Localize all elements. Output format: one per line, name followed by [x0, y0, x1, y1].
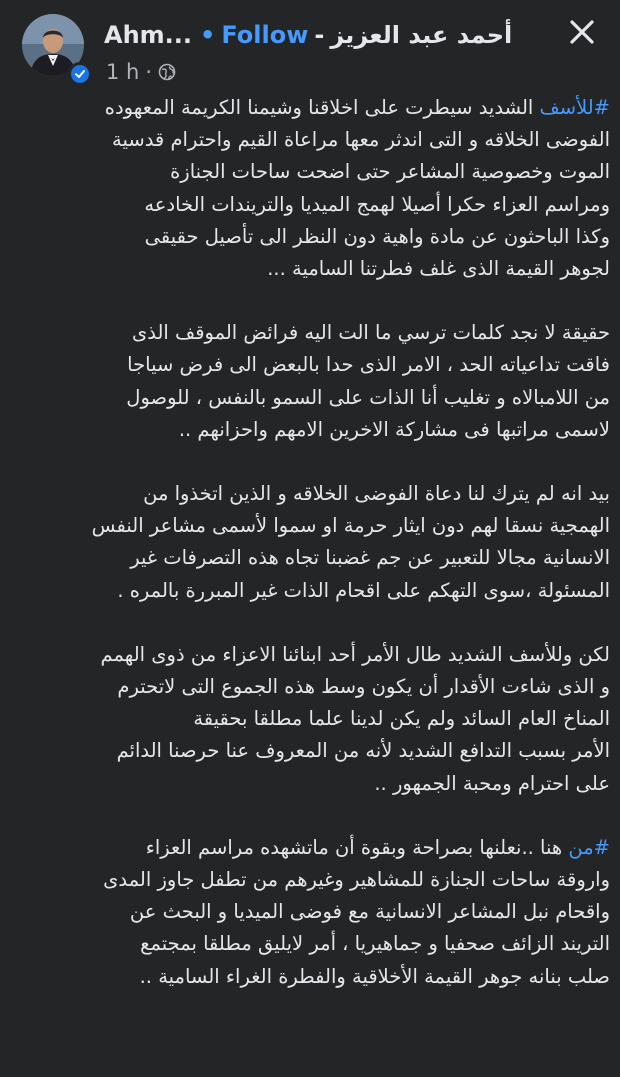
post-paragraph-5 — [30, 832, 610, 993]
paragraph-text: الشديد سيطرت على اخلاقنا وشيمنا الكريمة المعهوده الفوضى الخلاقه و التى اندثر معها مراعاة القيم واحترام قدسية الموت وخصوصية المشاعر حتى اضحت ساحات الجنازة ومراسم العزاء حكرا أصيلا لهمج الميديا والتريندات الخادعه وكذا الباحثون عن مادة واهية دون النظر الى تأصيل حقيقى لجوهر القيمة الذى غلف فطرتنا السامية ... — [104, 96, 610, 281]
verified-check-icon — [68, 62, 92, 86]
post-paragraph-1 — [30, 92, 610, 285]
header-dot: • — [200, 21, 216, 49]
close-icon[interactable] — [564, 14, 600, 50]
globe-icon — [158, 63, 176, 81]
hashtag-link[interactable]: #للأسف — [539, 96, 610, 119]
post-paragraph-3: بيد انه لم يترك لنا دعاة الفوضى الخلاقه و الذين اتخذوا من الهمجية نسقا لهم دون ايثار حرمة او سموا لأسمى مشاعر النفس الانسانية مجالا للتعبير عن جم غضبنا تجاه هذه التصرفات غير المسئولة ،سوى التهكم على اقحام الذات غير المبررة بالمره . — [91, 482, 610, 602]
hashtag-link[interactable]: #من — [568, 835, 610, 859]
header-separator: - — [314, 21, 325, 49]
post-paragraph-4: لكن وللأسف الشديد طال الأمر أحد ابنائنا الاعزاء من ذوى الهمم و الذى شاءت الأقدار أن يكون وسط هذه الجموع التى لاتحترم المناخ العام السائد ولم يكن لدينا علما مطلقا بحقيقة الأمر بسبب التدافع الشديد لأنه من المعروف عنا حرصنا الدائم على احترام ومحبة الجمهور .. — [100, 642, 610, 795]
post-meta — [106, 58, 176, 86]
meta-dot: · — [145, 60, 153, 84]
post-time[interactable]: 1 h — [106, 60, 140, 84]
post-paragraph-2: حقيقة لا نجد كلمات ترسي ما الت اليه فرائض الموقف الذى فاقت تداعياته الحد ، الامر الذى حدا بالبعض الى فرض سياجا من اللامبالاه و تغليب أنا الذات على السمو بالنفس ، للوصول لاسمى مراتبها فى مشاركة الاخرين الامهم واحزانهم .. — [126, 321, 610, 441]
author-name[interactable]: Ahm... — [104, 21, 193, 49]
follow-button[interactable]: Follow — [221, 21, 309, 49]
author-name-arabic[interactable]: أحمد عبد العزيز — [330, 21, 513, 49]
post-header — [0, 0, 620, 90]
post-body — [30, 92, 610, 1025]
author-line — [104, 18, 512, 52]
paragraph-text: هنا ..نعلنها بصراحة وبقوة أن ماتشهده مراسم العزاء واروقة ساحات الجنازة للمشاهير وغيرهم من تطفل جاوز المدى واقحام نبل المشاعر الانسانية مع فوضى الميديا و البحث عن التريند الزائف صحفيا و جماهيريا ، أمر لايليق مطلقا بمجتمع صلب بنانه جوهر القيمة الأخلاقية والفطرة الغراء السامية .. — [103, 835, 610, 988]
